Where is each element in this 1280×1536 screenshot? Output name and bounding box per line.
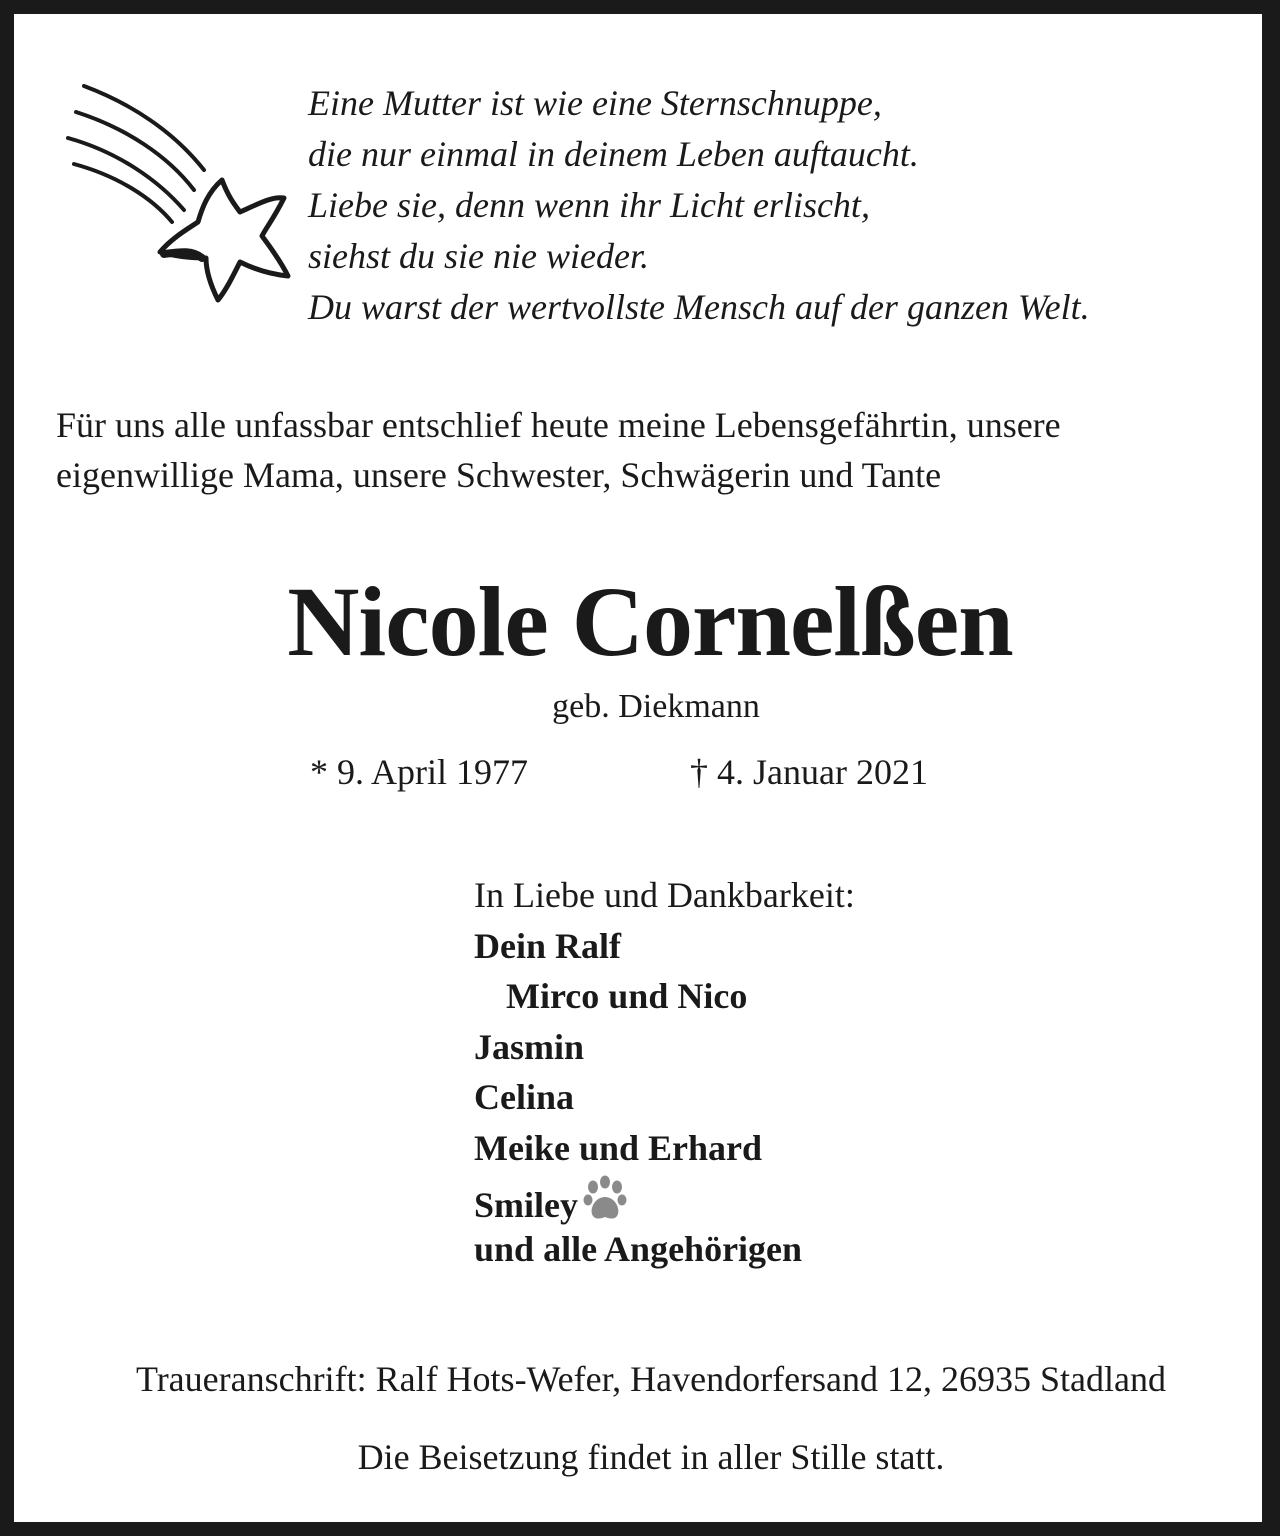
poem-line: siehst du sie nie wieder. [308, 236, 649, 276]
mourning-address: Traueranschrift: Ralf Hots-Wefer, Havendorfersand 12, 26935 Stadland [135, 1359, 1167, 1399]
intro-text [56, 400, 1246, 500]
intro-line: Für uns alle unfassbar entschlief heute meine Lebensgefährtin, unsere [56, 405, 1061, 445]
mourners-heading: In Liebe und Dankbarkeit: [474, 875, 855, 915]
poem-line: Liebe sie, denn wenn ihr Licht erlischt, [308, 185, 870, 225]
paw-print-icon [580, 1173, 630, 1223]
mourners-list [474, 870, 855, 1274]
poem-line: Du warst der wertvollste Mensch auf der ganzen Welt. [308, 287, 1090, 327]
death-date: † 4. Januar 2021 [690, 752, 928, 792]
mourner-name: Celina [474, 1077, 575, 1117]
intro-line: eigenwillige Mama, unsere Schwester, Schwägerin und Tante [56, 455, 942, 495]
shooting-star-icon [62, 72, 302, 312]
mourner-name: und alle Angehörigen [474, 1228, 803, 1269]
mourner-name: Smiley [474, 1185, 578, 1225]
deceased-name: Nicole Cornelßen [287, 566, 1013, 677]
mourner-name: Dein Ralf [474, 925, 621, 966]
obituary-notice [14, 14, 1262, 1522]
mourner-name: Mirco und Nico [506, 976, 748, 1016]
birth-date: * 9. April 1977 [310, 752, 529, 792]
mourner-pet-row [474, 1173, 855, 1224]
poem [308, 78, 1090, 333]
maiden-name: geb. Diekmann [552, 688, 760, 725]
poem-line: die nur einmal in deinem Leben auftaucht. [308, 134, 919, 174]
mourner-name: Jasmin [474, 1026, 585, 1067]
poem-line: Eine Mutter ist wie eine Sternschnuppe, [308, 83, 882, 123]
mourner-name: Meike und Erhard [474, 1127, 763, 1168]
burial-note: Die Beisetzung findet in aller Stille statt. [357, 1437, 945, 1477]
